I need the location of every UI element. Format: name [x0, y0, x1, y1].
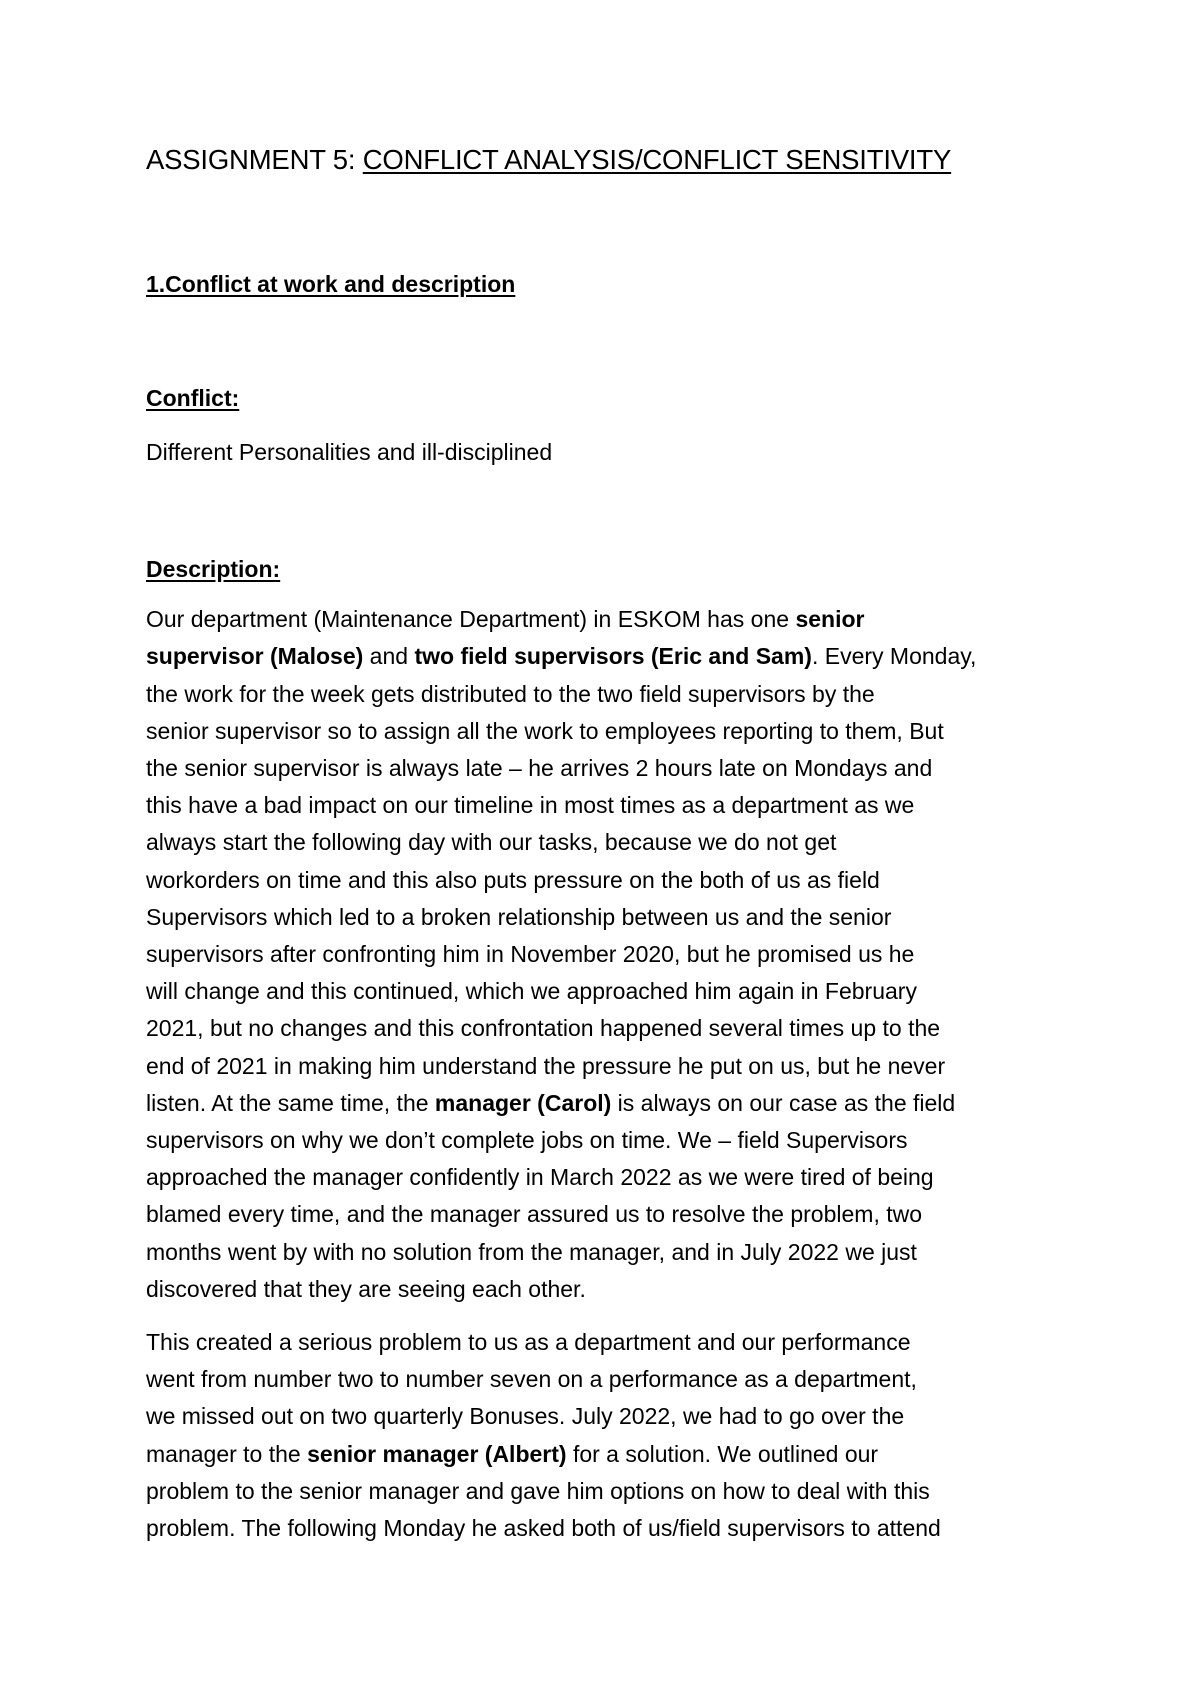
description-paragraph-2 [146, 1324, 1076, 1547]
text-line: went from number two to number seven on a performance as a department, [146, 1366, 917, 1393]
text-line: manager to the senior manager (Albert) for a solution. We outlined our [146, 1440, 879, 1467]
emphasis-manager: manager (Carol) [434, 1089, 612, 1116]
text-line: end of 2021 in making him understand the pressure he put on us, but he never [146, 1052, 946, 1079]
text-line: senior supervisor so to assign all the work to employees reporting to them, But [146, 717, 944, 744]
emphasis-senior-manager: senior manager (Albert) [307, 1440, 567, 1467]
text-line: supervisors on why we don’t complete jobs on time. We – field Supervisors [146, 1127, 908, 1154]
conflict-text: Different Personalities and ill-disciplined [146, 439, 553, 465]
text-line: discovered that they are seeing each other. [146, 1275, 586, 1302]
text-line: the work for the week gets distributed to the two field supervisors by the [146, 680, 875, 707]
text-line: workorders on time and this also puts pressure on the both of us as field [146, 866, 880, 893]
text-line: will change and this continued, which we approached him again in February [146, 978, 917, 1005]
text-line: This created a serious problem to us as a department and our performance [146, 1329, 911, 1356]
text-line: the senior supervisor is always late – he arrives 2 hours late on Mondays and [146, 755, 933, 782]
text-line: months went by with no solution from the manager, and in July 2022 we just [146, 1238, 917, 1265]
text-line: listen. At the same time, the manager (Carol) is always on our case as the field [146, 1089, 956, 1116]
description-paragraph-1 [146, 601, 1076, 1308]
text-line: problem. The following Monday he asked both of us/field supervisors to attend [146, 1515, 941, 1542]
emphasis-senior: senior [795, 606, 865, 633]
text-line: supervisor (Malose) and two field supervisors (Eric and Sam). Every Monday, [146, 643, 977, 670]
text-line: approached the manager confidently in March 2022 as we were tired of being [146, 1164, 934, 1191]
document-page [146, 140, 1076, 1547]
conflict-label: Conflict: [146, 385, 240, 411]
text-line: problem to the senior manager and gave him options on how to deal with this [146, 1477, 930, 1504]
text-line: 2021, but no changes and this confrontation happened several times up to the [146, 1015, 941, 1042]
emphasis-senior-supervisor: supervisor (Malose) [146, 643, 364, 670]
assignment-title-topic: CONFLICT ANALYSIS/CONFLICT SENSITIVITY [362, 144, 952, 175]
text-line: always start the following day with our tasks, because we do not get [146, 829, 837, 856]
text-line: Our department (Maintenance Department) in ESKOM has one senior [146, 606, 865, 633]
assignment-title-prefix: ASSIGNMENT 5: [146, 144, 363, 175]
description-label: Description: [146, 556, 281, 583]
text-line: we missed out on two quarterly Bonuses. July 2022, we had to go over the [146, 1403, 905, 1430]
assignment-title [146, 140, 1076, 180]
text-line: supervisors after confronting him in November 2020, but he promised us he [146, 941, 915, 968]
text-line: Supervisors which led to a broken relationship between us and the senior [146, 903, 892, 930]
emphasis-field-supervisors: two field supervisors (Eric and Sam) [414, 643, 812, 670]
text-line: blamed every time, and the manager assured us to resolve the problem, two [146, 1201, 923, 1228]
text-line: this have a bad impact on our timeline in most times as a department as we [146, 792, 915, 819]
section-heading-conflict-at-work: 1.Conflict at work and description [146, 271, 516, 297]
